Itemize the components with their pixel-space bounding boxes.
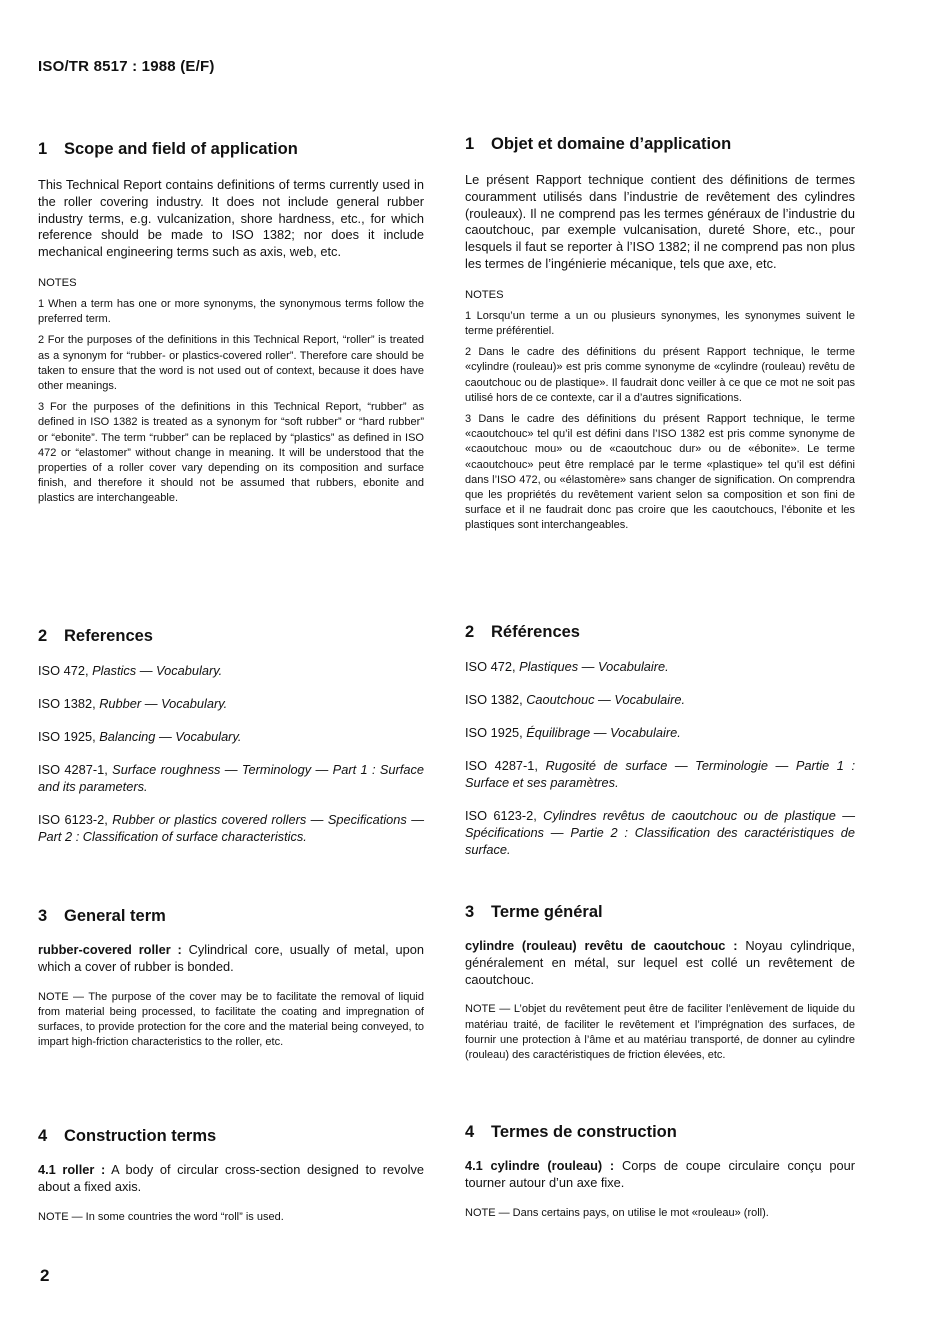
section-4-en: [38, 1127, 424, 1225]
reference-item: ISO 472, Plastiques — Vocabulaire.: [465, 659, 669, 674]
term-definition: 4.1 cylindre (rouleau) : Corps de coupe circulaire conçu pour tourner autour d’un axe fixe.: [465, 1158, 855, 1190]
reference-item: ISO 1925, Équilibrage — Vocabulaire.: [465, 725, 681, 740]
note-1: 1 Lorsqu’un terme a un ou plusieurs synonymes, les synonymes suivent le terme préférentiel.: [465, 309, 855, 337]
section-4-fr: [465, 1123, 855, 1221]
section-3-fr: [465, 903, 855, 1063]
section-heading: 1 Objet et domaine d’application: [465, 135, 732, 153]
reference-item: ISO 4287-1, Rugosité de surface — Terminologie — Partie 1 : Surface et ses paramètres.: [465, 758, 856, 790]
scope-paragraph: Le présent Rapport technique contient des définitions de termes couramment utilisés dans l’industrie de revêtement des cylindres (rouleaux). Il ne comprend pas les termes généraux de l’industrie du caoutchouc, par exemple vulcanisation, dureté Shore, etc., pour lesquels il faut se reporter à l’ISO 1382; il ne comprend pas non plus les termes de l’ingénierie mécanique, tels que axe, etc.: [465, 172, 855, 271]
reference-item: ISO 6123-2, Cylindres revêtus de caoutchouc ou de plastique — Spécifications — Partie 2 : Classification des caractéristiques de surface.: [465, 808, 856, 857]
note-2: 2 Dans le cadre des définitions du présent Rapport technique, le terme «cylindre (rouleau)» est pris comme synonyme de «cylindre (rouleau) revêtu de caoutchouc ou de plastique». Il faudrait donc veiller à ce que ce mot ne soit pas utilisé hors de ce contexte, car il a d’autres significations.: [465, 346, 855, 404]
note-3: 3 Dans le cadre des définitions du présent Rapport technique, le terme «caoutchouc» tel qu’il est défini dans l’ISO 1382 est pris comme synonyme de «caoutchouc mou» ou de «caoutchouc dur» ou de «ébonite». Le terme «caoutchouc» peut être remplacé par le terme «plastique» tel qu’il est défini dans l’ISO 472, ou «élastomère» sans changer de signification. On comprendra que les propriétés du revêtement varient selon sa composition et son fini de surface et il ne faudrait donc pas croire que les caoutchoucs, l’ébonite et les plastiques sont interchangeables.: [465, 413, 855, 532]
section-heading: 4 Construction terms: [38, 1127, 217, 1145]
reference-item: ISO 1382, Caoutchouc — Vocabulaire.: [465, 692, 686, 707]
note-3: 3 For the purposes of the definitions in this Technical Report, “rubber” as defined in ISO 1382 is treated as a synonym for “soft rubber” or “hard rubber” or “ebonite”. The term “rubber” can be replaced by “plastics” as defined in ISO 472 or “elastomer” without change in meaning. It will be understood that the properties of a roller cover vary depending on its composition and surface finish, and therefore it should not be assumed that rubbers, ebonite and plastics are interchangeable.: [38, 401, 424, 505]
term-note: NOTE — The purpose of the cover may be to facilitate the removal of liquid from material being processed, to facilitate the coating and impregnation of surfaces, to provide protection for the core and the material being conveyed, to impart high-friction characteristics to the roller, etc.: [38, 990, 424, 1049]
reference-item: ISO 4287-1, Surface roughness — Terminology — Part 1 : Surface and its parameters.: [38, 762, 424, 794]
term-note: NOTE — Dans certains pays, on utilise le mot «rouleau» (roll).: [465, 1206, 769, 1219]
note-1: 1 When a term has one or more synonyms, the synonymous terms follow the preferred term.: [38, 297, 424, 326]
term-note: NOTE — In some countries the word “roll” is used.: [38, 1210, 284, 1223]
notes-label: NOTES: [38, 276, 77, 289]
reference-item: ISO 1925, Balancing — Vocabulary.: [38, 729, 242, 744]
section-2-en: [38, 627, 424, 845]
reference-item: ISO 6123-2, Rubber or plastics covered rollers — Specifications — Part 2 : Classification of surface characteristics.: [38, 812, 424, 844]
section-3-en: [38, 907, 424, 1050]
section-heading: 1 Scope and field of application: [38, 140, 298, 158]
document-id: ISO/TR 8517 : 1988 (E/F): [38, 58, 215, 75]
notes-label: NOTES: [465, 288, 504, 301]
section-heading: 4 Termes de construction: [465, 1123, 677, 1141]
section-1-fr: [465, 135, 855, 534]
term-definition: rubber-covered roller : Cylindrical core, usually of metal, upon which a cover of rubber is bonded.: [38, 942, 424, 974]
section-heading: 3 General term: [38, 907, 166, 925]
section-heading: 3 Terme général: [465, 903, 603, 921]
page-number: 2: [40, 1266, 50, 1285]
reference-item: ISO 1382, Rubber — Vocabulary.: [38, 696, 228, 711]
term-note: NOTE — L’objet du revêtement peut être de faciliter l’enlèvement de liquide du matériau traité, de faciliter le revêtement et l’imprégnation des surfaces, de fournir une protection à l’âme et au matériau transporté, de donner au cylindre (rouleau) des caractéristiques de friction élevées, etc.: [465, 1003, 855, 1061]
scope-paragraph: This Technical Report contains definitions of terms currently used in the roller covering industry. It does not include general rubber industry terms, e.g. vulcanization, shore hardness, etc., for which reference should be made to ISO 1382; nor does it include mechanical engineering terms such as axis, web, etc.: [38, 177, 424, 260]
section-1-en: [38, 140, 424, 507]
reference-item: ISO 472, Plastics — Vocabulary.: [38, 663, 223, 678]
term-definition: cylindre (rouleau) revêtu de caoutchouc : Noyau cylindrique, généralement en métal, sur lequel est collé un revêtement de caoutchouc.: [465, 938, 855, 987]
section-2-fr: [465, 623, 855, 858]
term-definition: 4.1 roller : A body of circular cross-section designed to revolve about a fixed axis.: [38, 1162, 425, 1194]
note-2: 2 For the purposes of the definitions in this Technical Report, “roller” is treated as a synonym for “rubber- or plastics-covered roller”. Therefore care should be taken to ensure that the word is not used out of context, because it does have other meanings.: [38, 334, 424, 392]
section-heading: 2 Références: [465, 623, 580, 641]
section-heading: 2 References: [38, 627, 153, 645]
